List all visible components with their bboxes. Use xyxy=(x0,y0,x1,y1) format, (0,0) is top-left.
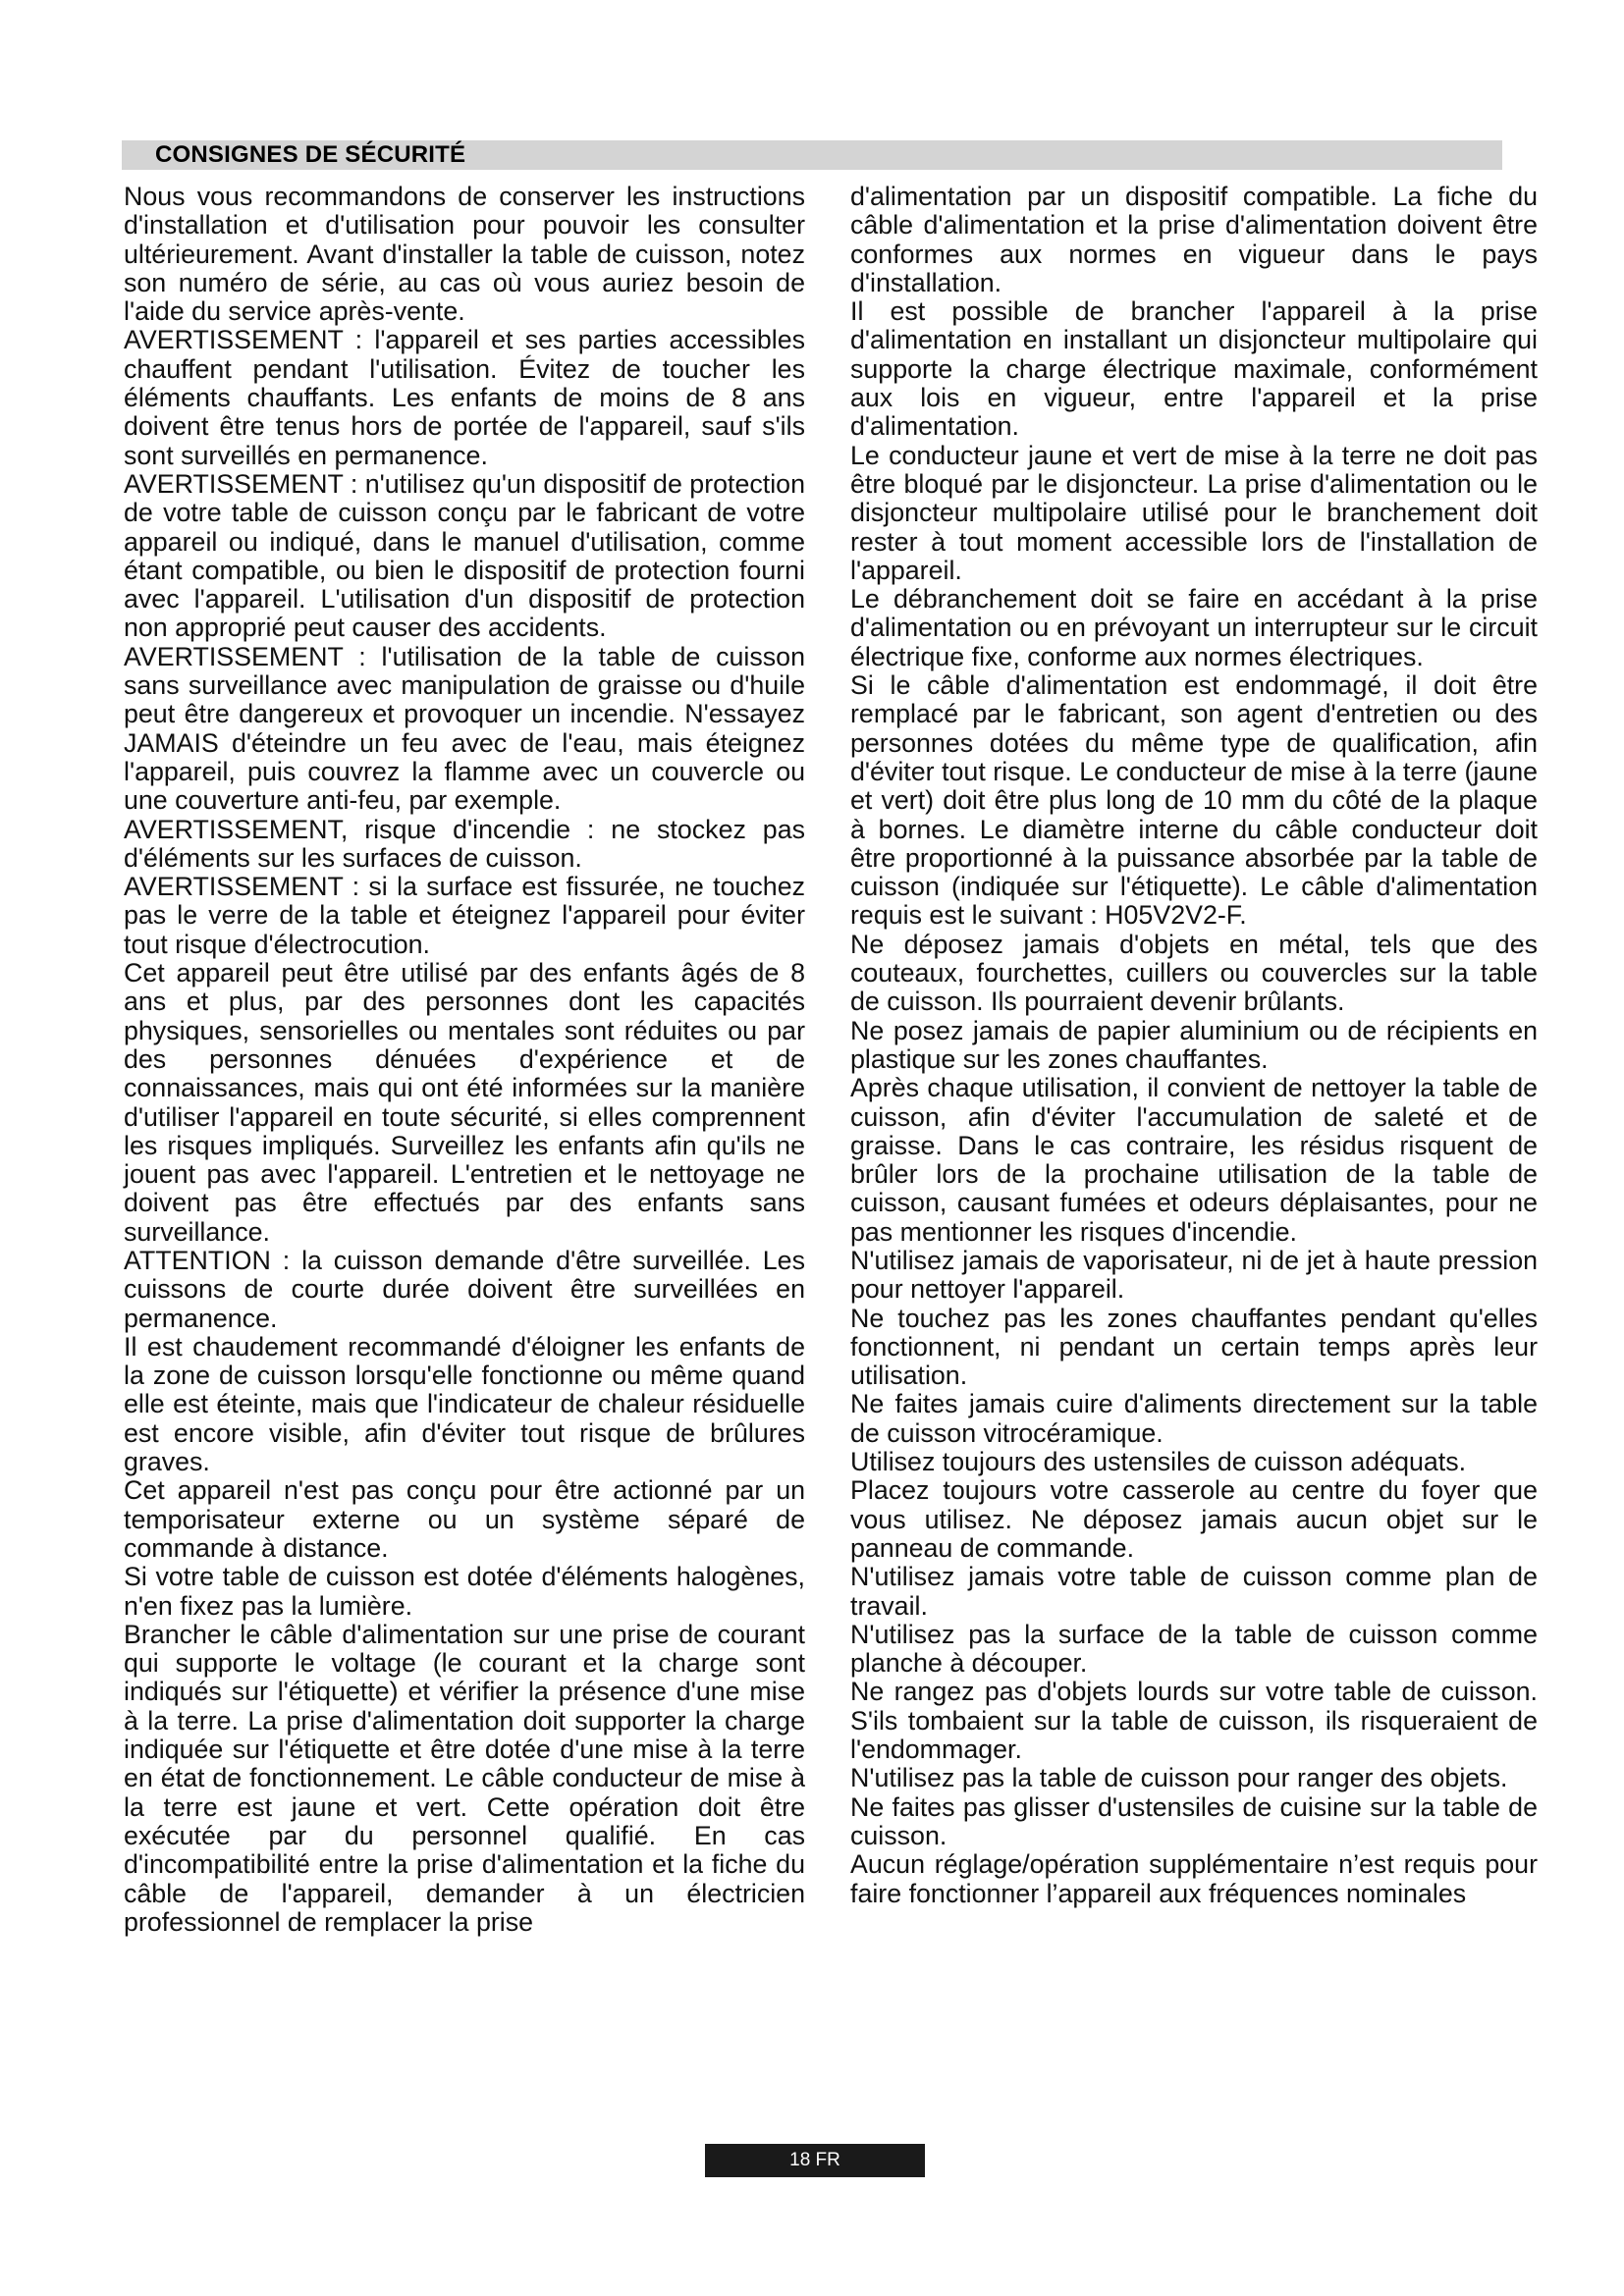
paragraph: Cet appareil n'est pas conçu pour être actionné par un temporisateur externe ou un système séparé de commande à distance. xyxy=(124,1475,805,1563)
section-header-bar xyxy=(122,140,1502,170)
paragraph: Ne touchez pas les zones chauffantes pendant qu'elles fonctionnent, ni pendant un certain temps après leur utilisation. xyxy=(850,1303,1538,1391)
page-number-badge: 18 FR xyxy=(705,2144,925,2177)
paragraph: Il est chaudement recommandé d'éloigner les enfants de la zone de cuisson lorsqu'elle fonctionne ou même quand elle est éteinte, mais que l'indicateur de chaleur résiduelle est encore visible, afin d'éviter tout risque de brûlures graves. xyxy=(124,1331,805,1477)
paragraph: Placez toujours votre casserole au centre du foyer que vous utilisez. Ne déposez jamais aucun objet sur le panneau de commande. xyxy=(850,1475,1538,1563)
paragraph: AVERTISSEMENT : l'appareil et ses parties accessibles chauffent pendant l'utilisation. Évitez de toucher les éléments chauffants. Les enfants de moins de 8 ans doivent être tenus hors de portée de l'appareil, sauf s'ils sont surveillés en permanence. xyxy=(124,325,805,470)
paragraph: AVERTISSEMENT, risque d'incendie : ne stockez pas d'éléments sur les surfaces de cuisson. xyxy=(124,814,805,873)
paragraph: N'utilisez pas la table de cuisson pour ranger des objets. xyxy=(850,1763,1508,1793)
paragraph: Utilisez toujours des ustensiles de cuisson adéquats. xyxy=(850,1447,1467,1477)
paragraph: AVERTISSEMENT : l'utilisation de la table de cuisson sans surveillance avec manipulation de graisse ou d'huile peut être dangereux et provoquer un incendie. N'essayez JAMAIS d'éteindre un feu avec de l'eau, mais éteignez l'appareil, puis couvrez la flamme avec un couvercle ou une couverture anti-feu, par exemple. xyxy=(124,641,805,816)
right-column xyxy=(850,183,1538,1908)
paragraph: Ne faites pas glisser d'ustensiles de cuisine sur la table de cuisson. xyxy=(850,1791,1538,1850)
paragraph: Ne posez jamais de papier aluminium ou de récipients en plastique sur les zones chauffantes. xyxy=(850,1015,1538,1074)
section-title: CONSIGNES DE SÉCURITÉ xyxy=(155,141,466,168)
paragraph: Si le câble d'alimentation est endommagé, il doit être remplacé par le fabricant, son agent d'entretien ou des personnes dotées du même type de qualification, afin d'éviter tout risque. Le conducteur de mise à la terre (jaune et vert) doit être plus long de 10 mm du côté de la plaque à bornes. Le diamètre interne du câble conducteur doit être proportionné à la puissance absorbée par la table de cuisson (indiquée sur l'étiquette). Le câble d'alimentation requis est le suivant : H05V2V2-F. xyxy=(850,670,1538,931)
paragraph: Nous vous recommandons de conserver les instructions d'installation et d'utilisation pour pouvoir les consulter ultérieurement. Avant d'installer la table de cuisson, notez son numéro de série, au cas où vous auriez besoin de l'aide du service après-vente. xyxy=(124,182,805,327)
paragraph: Le débranchement doit se faire en accédant à la prise d'alimentation ou en prévoyant un interrupteur sur le circuit électrique fixe, conforme aux normes électriques. xyxy=(850,584,1538,671)
paragraph: Si votre table de cuisson est dotée d'éléments halogènes, n'en fixez pas la lumière. xyxy=(124,1562,805,1621)
paragraph: Aucun réglage/opération supplémentaire n’est requis pour faire fonctionner l’appareil aux fréquences nominales xyxy=(850,1849,1538,1908)
paragraph: ATTENTION : la cuisson demande d'être surveillée. Les cuissons de courte durée doivent être surveillées en permanence. xyxy=(124,1245,805,1333)
paragraph: d'alimentation par un dispositif compatible. La fiche du câble d'alimentation et la prise d'alimentation doivent être conformes aux normes en vigueur dans le pays d'installation. xyxy=(850,182,1538,297)
paragraph: Ne rangez pas d'objets lourds sur votre table de cuisson. S'ils tombaient sur la table de cuisson, ils risqueraient de l'endommager. xyxy=(850,1677,1538,1765)
paragraph: Ne faites jamais cuire d'aliments directement sur la table de cuisson vitrocéramique. xyxy=(850,1389,1538,1448)
paragraph: Cet appareil peut être utilisé par des enfants âgés de 8 ans et plus, par des personnes dont les capacités physiques, sensorielles ou mentales sont réduites ou par des personnes dénuées d'expérience et de connaissances, mais qui ont été informées sur la manière d'utiliser l'appareil en toute sécurité, si elles comprennent les risques impliqués. Surveillez les enfants afin qu'ils ne jouent pas avec l'appareil. L'entretien et le nettoyage ne doivent pas être effectués par des enfants sans surveillance. xyxy=(124,958,805,1247)
paragraph: AVERTISSEMENT : si la surface est fissurée, ne touchez pas le verre de la table et éteignez l'appareil pour éviter tout risque d'électrocution. xyxy=(124,872,805,959)
paragraph: Ne déposez jamais d'objets en métal, tels que des couteaux, fourchettes, cuillers ou couvercles sur la table de cuisson. Ils pourraient devenir brûlants. xyxy=(850,929,1538,1017)
paragraph: N'utilisez jamais de vaporisateur, ni de jet à haute pression pour nettoyer l'appareil. xyxy=(850,1245,1538,1305)
paragraph: Après chaque utilisation, il convient de nettoyer la table de cuisson, afin d'éviter l'accumulation de saleté et de graisse. Dans le cas contraire, les résidus risquent de brûler lors de la prochaine utilisation de la table de cuisson, causant fumées et odeurs déplaisantes, pour ne pas mentionner les risques d'incendie. xyxy=(850,1073,1538,1247)
paragraph: Il est possible de brancher l'appareil à la prise d'alimentation en installant un disjoncteur multipolaire qui supporte la charge électrique maximale, conformément aux lois en vigueur, entre l'appareil et la prise d'alimentation. xyxy=(850,296,1538,442)
paragraph: Brancher le câble d'alimentation sur une prise de courant qui supporte le voltage (le courant et la charge sont indiqués sur l'étiquette) et vérifier la présence d'une mise à la terre. La prise d'alimentation doit supporter la charge indiquée sur l'étiquette et être dotée d'une mise à la terre en état de fonctionnement. Le câble conducteur de mise à la terre est jaune et vert. Cette opération doit être exécutée par du personnel qualifié. En cas d'incompatibilité entre la prise d'alimentation et la fiche du câble de l'appareil, demander à un électricien professionnel de remplacer la prise xyxy=(124,1619,805,1937)
paragraph: Le conducteur jaune et vert de mise à la terre ne doit pas être bloqué par le disjoncteur. La prise d'alimentation ou le disjoncteur multipolaire utilisé pour le branchement doit rester à tout moment accessible lors de l'installation de l'appareil. xyxy=(850,440,1538,585)
left-column xyxy=(124,183,805,1937)
paragraph: AVERTISSEMENT : n'utilisez qu'un dispositif de protection de votre table de cuisson conçu par le fabricant de votre appareil ou indiqué, dans le manuel d'utilisation, comme étant compatible, ou bien le dispositif de protection fourni avec l'appareil. L'utilisation d'un dispositif de protection non approprié peut causer des accidents. xyxy=(124,468,805,643)
paragraph: N'utilisez pas la surface de la table de cuisson comme planche à découper. xyxy=(850,1619,1538,1679)
paragraph: N'utilisez jamais votre table de cuisson comme plan de travail. xyxy=(850,1562,1538,1621)
